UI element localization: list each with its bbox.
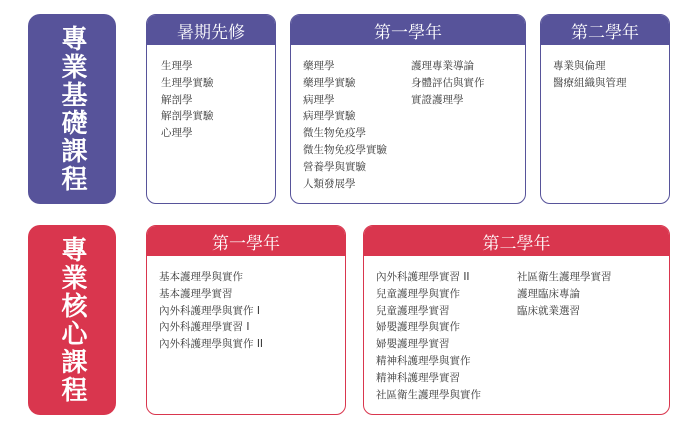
basic-year2-header: 第二學年 — [541, 15, 669, 45]
basic-summer-header: 暑期先修 — [147, 15, 275, 45]
course-item: 微生物免疫學實驗 — [303, 143, 387, 156]
course-item: 內外科護理學與實作 I — [159, 304, 260, 317]
course-item: 病理學 — [303, 93, 335, 106]
course-item: 醫療組織與管理 — [553, 76, 627, 89]
course-item: 護理臨床專論 — [517, 287, 580, 300]
course-item: 營養學與實驗 — [303, 160, 366, 173]
course-item: 內外科護理學實習 II — [376, 271, 470, 283]
core-year2-box — [363, 225, 670, 415]
basic-courses-label: 專業基礎課程 — [28, 14, 116, 204]
course-item: 臨床就業選習 — [517, 304, 580, 317]
course-item: 基本護理學實習 — [159, 287, 233, 300]
course-item: 護理專業導論 — [411, 60, 474, 72]
basic-year2-list — [553, 58, 627, 92]
basic-year1-header: 第一學年 — [291, 15, 525, 45]
course-item: 婦嬰護理學與實作 — [376, 321, 460, 334]
core-year1-box — [146, 225, 346, 415]
course-item: 內外科護理學實習 I — [159, 321, 250, 334]
core-year1-list — [159, 269, 263, 353]
core-year2-header: 第二學年 — [364, 226, 669, 256]
basic-summer-box — [146, 14, 276, 204]
course-item: 精神科護理學與實作 — [376, 354, 471, 367]
course-item: 藥理學實驗 — [303, 76, 356, 89]
course-item: 心理學 — [161, 127, 193, 140]
course-item: 病理學實驗 — [303, 110, 356, 123]
course-item: 藥理學 — [303, 60, 335, 72]
course-item: 實證護理學 — [411, 93, 464, 106]
basic-summer-list — [161, 58, 214, 142]
course-item: 婦嬰護理學實習 — [376, 338, 450, 351]
basic-year1-box — [290, 14, 526, 204]
core-year2-list-1 — [376, 269, 481, 403]
course-item: 解剖學 — [161, 93, 193, 106]
basic-year1-list-2 — [411, 58, 485, 192]
course-item: 基本護理學與實作 — [159, 271, 243, 283]
core-year2-list-2 — [517, 269, 612, 403]
course-item: 社區衛生護理學實習 — [517, 271, 612, 283]
course-item: 內外科護理學與實作 II — [159, 338, 264, 351]
course-item: 兒童護理學與實作 — [376, 287, 460, 300]
course-item: 生理學實驗 — [161, 76, 214, 89]
core-courses-label: 專業核心課程 — [28, 225, 116, 415]
course-item: 精神科護理學實習 — [376, 371, 460, 384]
course-item: 微生物免疫學 — [303, 127, 366, 140]
core-year1-header: 第一學年 — [147, 226, 345, 256]
basic-year1-list-1 — [303, 58, 387, 192]
course-item: 解剖學實驗 — [161, 110, 214, 123]
course-item: 生理學 — [161, 60, 193, 72]
course-item: 社區衛生護理學與實作 — [376, 388, 481, 401]
course-item: 兒童護理學實習 — [376, 304, 450, 317]
basic-year2-box — [540, 14, 670, 204]
course-item: 人類發展學 — [303, 177, 356, 190]
course-item: 專業與倫理 — [553, 60, 606, 72]
course-item: 身體評估與實作 — [411, 76, 485, 89]
